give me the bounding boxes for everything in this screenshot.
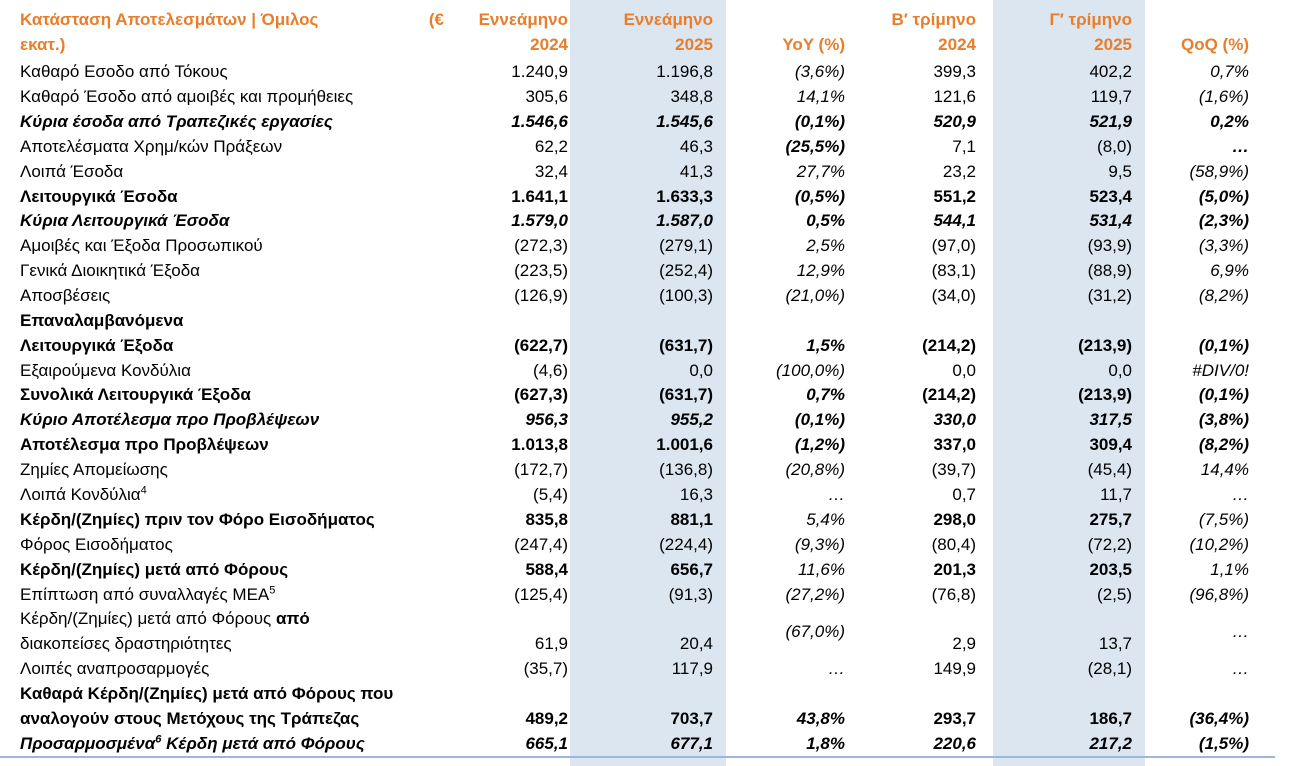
value-cell: (83,1) xyxy=(931,261,976,281)
value-cell: 1.240,9 xyxy=(511,62,568,82)
value-cell: 41,3 xyxy=(570,160,726,185)
value-cell: 520,9 xyxy=(933,111,976,131)
row-label: Αμοιβές και Έξοδα Προσωπικού xyxy=(20,236,263,256)
pct-cell: 1,8% xyxy=(806,733,845,753)
value-cell: (93,9) xyxy=(993,234,1145,259)
pct-cell: (0,5%) xyxy=(794,186,845,206)
value-cell: (622,7) xyxy=(514,335,568,355)
value-cell: 1.579,0 xyxy=(511,211,568,231)
table-row xyxy=(0,607,1275,657)
pct-cell: (0,1%) xyxy=(1198,335,1249,355)
value-cell: 20,4 xyxy=(570,607,726,657)
row-label: Λοιπά Κονδύλια$^4$ xyxy=(20,484,147,505)
value-cell: (97,0) xyxy=(931,236,976,256)
value-cell: 677,1 xyxy=(570,731,726,757)
value-cell: 203,5 xyxy=(993,558,1145,583)
value-cell: 119,7 xyxy=(993,85,1145,110)
table-row xyxy=(0,508,1275,533)
value-cell: 117,9 xyxy=(570,657,726,682)
table-row xyxy=(0,558,1275,583)
pct-cell: … xyxy=(1232,136,1249,156)
table-row xyxy=(0,60,1275,85)
pct-cell: … xyxy=(828,485,845,505)
value-cell: (136,8) xyxy=(570,458,726,483)
value-cell: 7,1 xyxy=(952,136,976,156)
pct-cell: (3,6%) xyxy=(794,62,845,82)
title-unit-open: (€ xyxy=(428,10,444,30)
pct-cell: 5,4% xyxy=(806,509,845,529)
pct-cell: (0,1%) xyxy=(794,410,845,430)
value-cell: 149,9 xyxy=(933,659,976,679)
pct-cell: (67,0%) xyxy=(785,621,845,641)
value-cell: 1.545,6 xyxy=(570,110,726,135)
row-label: Κέρδη/(Ζημίες) πριν τον Φόρο Εισοδήματος xyxy=(20,509,375,529)
value-cell: 2,9 xyxy=(952,634,976,654)
value-cell: (272,3) xyxy=(514,236,568,256)
pct-cell: 0,5% xyxy=(806,211,845,231)
table-row xyxy=(0,184,1275,209)
value-cell: 186,7 xyxy=(993,682,1145,732)
pct-cell: 11,6% xyxy=(798,559,845,579)
value-cell: 0,7 xyxy=(952,485,976,505)
value-cell: (34,0) xyxy=(931,286,976,306)
value-cell: 293,7 xyxy=(933,708,976,728)
value-cell: 13,7 xyxy=(993,607,1145,657)
pct-cell: (0,1%) xyxy=(794,111,845,131)
pct-cell: 12,9% xyxy=(796,261,845,281)
table-row xyxy=(0,359,1275,384)
table-row xyxy=(0,433,1275,458)
value-cell: 521,9 xyxy=(993,110,1145,135)
row-label: Φόρος Εισοδήματος xyxy=(20,534,173,554)
value-cell: (2,5) xyxy=(993,583,1145,608)
value-cell: (4,6) xyxy=(533,360,568,380)
value-cell: 9,5 xyxy=(993,160,1145,185)
table-row xyxy=(0,209,1275,234)
value-cell: 16,3 xyxy=(570,483,726,508)
pct-cell: (96,8%) xyxy=(1189,584,1249,604)
value-cell: 11,7 xyxy=(993,483,1145,508)
row-label: Κύριο Αποτέλεσμα προ Προβλέψεων xyxy=(20,410,320,430)
value-cell: (39,7) xyxy=(931,460,976,480)
pct-cell: 1,1% xyxy=(1210,559,1249,579)
table-row xyxy=(0,458,1275,483)
column-header-5: Γ′ τρίμηνο 2025 xyxy=(993,0,1145,60)
table-row xyxy=(0,657,1275,682)
pct-cell: 0,7% xyxy=(806,385,845,405)
value-cell: 348,8 xyxy=(570,85,726,110)
value-cell: 337,0 xyxy=(933,435,976,455)
value-cell: 531,4 xyxy=(993,209,1145,234)
value-cell: 309,4 xyxy=(993,433,1145,458)
pct-cell: 2,5% xyxy=(806,236,845,256)
value-cell: (631,7) xyxy=(570,309,726,359)
value-cell: (125,4) xyxy=(514,584,568,604)
value-cell: 881,1 xyxy=(570,508,726,533)
value-cell: 656,7 xyxy=(570,558,726,583)
value-cell: 588,4 xyxy=(525,559,568,579)
pct-cell: … xyxy=(828,659,845,679)
pct-cell: (3,3%) xyxy=(1198,236,1249,256)
row-label: Εξαιρούμενα Κονδύλια xyxy=(20,360,191,380)
value-cell: (45,4) xyxy=(993,458,1145,483)
pct-cell: (1,6%) xyxy=(1198,86,1249,106)
value-cell: 0,0 xyxy=(570,359,726,384)
row-label: Γενικά Διοικητικά Έξοδα xyxy=(20,261,201,281)
value-cell: (5,4) xyxy=(533,485,568,505)
value-cell: 0,0 xyxy=(952,360,976,380)
header-row xyxy=(0,0,1275,60)
table-row xyxy=(0,682,1275,732)
pct-cell: 14,4% xyxy=(1200,460,1249,480)
row-label: Λειτουργικά Έσοδα xyxy=(20,186,178,206)
value-cell: 1.013,8 xyxy=(511,435,568,455)
value-cell: 121,6 xyxy=(933,86,976,106)
value-cell: (126,9) xyxy=(514,286,568,306)
pct-cell: (36,4%) xyxy=(1189,708,1249,728)
pct-cell: (1,2%) xyxy=(794,435,845,455)
value-cell: (252,4) xyxy=(570,259,726,284)
row-label: Κέρδη/(Ζημίες) μετά από Φόρους από διακοπείσες δραστηριότητες xyxy=(20,609,310,654)
value-cell: (80,4) xyxy=(931,534,976,554)
row-label: Προσαρμοσμένα$^6$ Κέρδη μετά από Φόρους xyxy=(20,732,365,753)
table-row xyxy=(0,259,1275,284)
pct-cell: (3,8%) xyxy=(1198,410,1249,430)
value-cell: (8,0) xyxy=(993,135,1145,160)
row-label: Καθαρό Εσοδο από Τόκους xyxy=(20,62,228,82)
value-cell: (213,9) xyxy=(993,383,1145,408)
value-cell: 1.641,1 xyxy=(511,186,568,206)
row-label: Αποσβέσεις xyxy=(20,286,111,306)
pct-cell: (10,2%) xyxy=(1189,534,1249,554)
column-header-4: Β′ τρίμηνο 2024 xyxy=(891,10,976,55)
row-label: Αποτέλεσμα προ Προβλέψεων xyxy=(20,435,269,455)
band-extension-q32025 xyxy=(993,758,1145,766)
value-cell: 330,0 xyxy=(933,410,976,430)
value-cell: (631,7) xyxy=(570,383,726,408)
value-cell: 955,2 xyxy=(570,408,726,433)
band-extension-9m2025 xyxy=(570,758,726,766)
value-cell: 399,3 xyxy=(933,62,976,82)
pct-cell: (1,5%) xyxy=(1198,733,1249,753)
pct-cell: (5,0%) xyxy=(1198,186,1249,206)
value-cell: (279,1) xyxy=(570,234,726,259)
value-cell: 275,7 xyxy=(993,508,1145,533)
value-cell: 217,2 xyxy=(993,731,1145,757)
pct-cell: #DIV/0! xyxy=(1192,360,1249,380)
value-cell: (214,2) xyxy=(922,385,976,405)
table-row xyxy=(0,408,1275,433)
pct-cell: (27,2%) xyxy=(785,584,845,604)
row-label: Κέρδη/(Ζημίες) μετά από Φόρους xyxy=(20,559,289,579)
pct-cell: … xyxy=(1232,659,1249,679)
pct-cell: 0,2% xyxy=(1210,111,1249,131)
value-cell: (627,3) xyxy=(514,385,568,405)
value-cell: 23,2 xyxy=(942,161,976,181)
value-cell: 835,8 xyxy=(525,509,568,529)
value-cell: (172,7) xyxy=(514,460,568,480)
row-label: Συνολικά Λειτουργικά Έξοδα xyxy=(20,385,251,405)
value-cell: (31,2) xyxy=(993,284,1145,309)
value-cell: (100,3) xyxy=(570,284,726,309)
value-cell: 956,3 xyxy=(525,410,568,430)
pct-cell: … xyxy=(1232,485,1249,505)
value-cell: 61,9 xyxy=(534,634,568,654)
value-cell: 1.001,6 xyxy=(570,433,726,458)
value-cell: (247,4) xyxy=(514,534,568,554)
row-label: Επαναλαμβανόμενα Λειτουργικά Έξοδα xyxy=(20,310,184,355)
value-cell: (224,4) xyxy=(570,533,726,558)
pct-cell: (9,3%) xyxy=(794,534,845,554)
value-cell: 1.546,6 xyxy=(511,111,568,131)
row-label: Λοιπά Έσοδα xyxy=(20,161,124,181)
table-row xyxy=(0,309,1275,359)
table-row xyxy=(0,284,1275,309)
pct-cell: … xyxy=(1232,621,1249,641)
title-unit-close: εκατ.) xyxy=(20,35,66,55)
value-cell: 317,5 xyxy=(993,408,1145,433)
pct-cell: (2,3%) xyxy=(1198,211,1249,231)
value-cell: 0,0 xyxy=(993,359,1145,384)
pct-cell: (58,9%) xyxy=(1189,161,1249,181)
column-header-6: QoQ (%) xyxy=(1181,35,1249,55)
row-label: Καθαρό Έσοδο από αμοιβές και προμήθειες xyxy=(20,86,354,106)
value-cell: (214,2) xyxy=(922,335,976,355)
pct-cell: (7,5%) xyxy=(1198,509,1249,529)
value-cell: 46,3 xyxy=(570,135,726,160)
pct-cell: (21,0%) xyxy=(785,286,845,306)
pct-cell: (0,1%) xyxy=(1198,385,1249,405)
pct-cell: 27,7% xyxy=(796,161,845,181)
row-label: Επίπτωση από συναλλαγές ΜΕΑ$^5$ xyxy=(20,583,276,604)
pct-cell: 0,7% xyxy=(1210,62,1249,82)
value-cell: 1.633,3 xyxy=(570,184,726,209)
title-text: Κατάσταση Αποτελεσμάτων | Όμιλος xyxy=(20,10,319,30)
value-cell: 32,4 xyxy=(534,161,568,181)
table-row xyxy=(0,234,1275,259)
row-label: Ζημίες Απομείωσης xyxy=(20,460,168,480)
table-row xyxy=(0,110,1275,135)
value-cell: 1.587,0 xyxy=(570,209,726,234)
column-header-3: YoY (%) xyxy=(782,35,845,55)
value-cell: 544,1 xyxy=(933,211,976,231)
value-cell: 298,0 xyxy=(933,509,976,529)
column-header-2: Εννεάμηνο 2025 xyxy=(570,0,726,60)
value-cell: (223,5) xyxy=(514,261,568,281)
row-label: Κύρια Λειτουργικά Έσοδα xyxy=(20,211,230,231)
value-cell: (76,8) xyxy=(931,584,976,604)
pct-cell: (8,2%) xyxy=(1198,286,1249,306)
table-row xyxy=(0,583,1275,608)
pct-cell: (8,2%) xyxy=(1198,435,1249,455)
pct-cell: 14,1% xyxy=(796,86,845,106)
value-cell: 402,2 xyxy=(993,60,1145,85)
row-label: Λοιπές αναπροσαρμογές xyxy=(20,659,210,679)
table-row xyxy=(0,135,1275,160)
pct-cell: 43,8% xyxy=(796,708,845,728)
table-row xyxy=(0,731,1275,757)
value-cell: 220,6 xyxy=(933,733,976,753)
pct-cell: (100,0%) xyxy=(776,360,845,380)
value-cell: 201,3 xyxy=(933,559,976,579)
pct-cell: (25,5%) xyxy=(785,136,845,156)
table-title xyxy=(0,0,450,60)
row-label: Αποτελέσματα Χρημ/κών Πράξεων xyxy=(20,136,283,156)
pct-cell: 1,5% xyxy=(806,335,845,355)
row-label: Κύρια έσοδα από Τραπεζικές εργασίες xyxy=(20,111,333,131)
value-cell: (35,7) xyxy=(523,659,568,679)
table-row xyxy=(0,160,1275,185)
column-header-1: Εννεάμηνο 2024 xyxy=(478,10,568,55)
value-cell: 305,6 xyxy=(525,86,568,106)
value-cell: 62,2 xyxy=(534,136,568,156)
table-row xyxy=(0,85,1275,110)
value-cell: (28,1) xyxy=(993,657,1145,682)
value-cell: (88,9) xyxy=(993,259,1145,284)
value-cell: (213,9) xyxy=(993,309,1145,359)
value-cell: 703,7 xyxy=(570,682,726,732)
value-cell: 665,1 xyxy=(525,733,568,753)
table-row xyxy=(0,483,1275,508)
value-cell: 523,4 xyxy=(993,184,1145,209)
value-cell: 489,2 xyxy=(525,708,568,728)
value-cell: 551,2 xyxy=(933,186,976,206)
value-cell: (91,3) xyxy=(570,583,726,608)
value-cell: 1.196,8 xyxy=(570,60,726,85)
pct-cell: 6,9% xyxy=(1210,261,1249,281)
value-cell: (72,2) xyxy=(993,533,1145,558)
table-row xyxy=(0,533,1275,558)
row-label: Καθαρά Κέρδη/(Ζημίες) μετά από Φόρους που αναλογούν στους Μετόχους της Τράπεζας xyxy=(20,683,394,728)
pct-cell: (20,8%) xyxy=(785,460,845,480)
table-row xyxy=(0,383,1275,408)
